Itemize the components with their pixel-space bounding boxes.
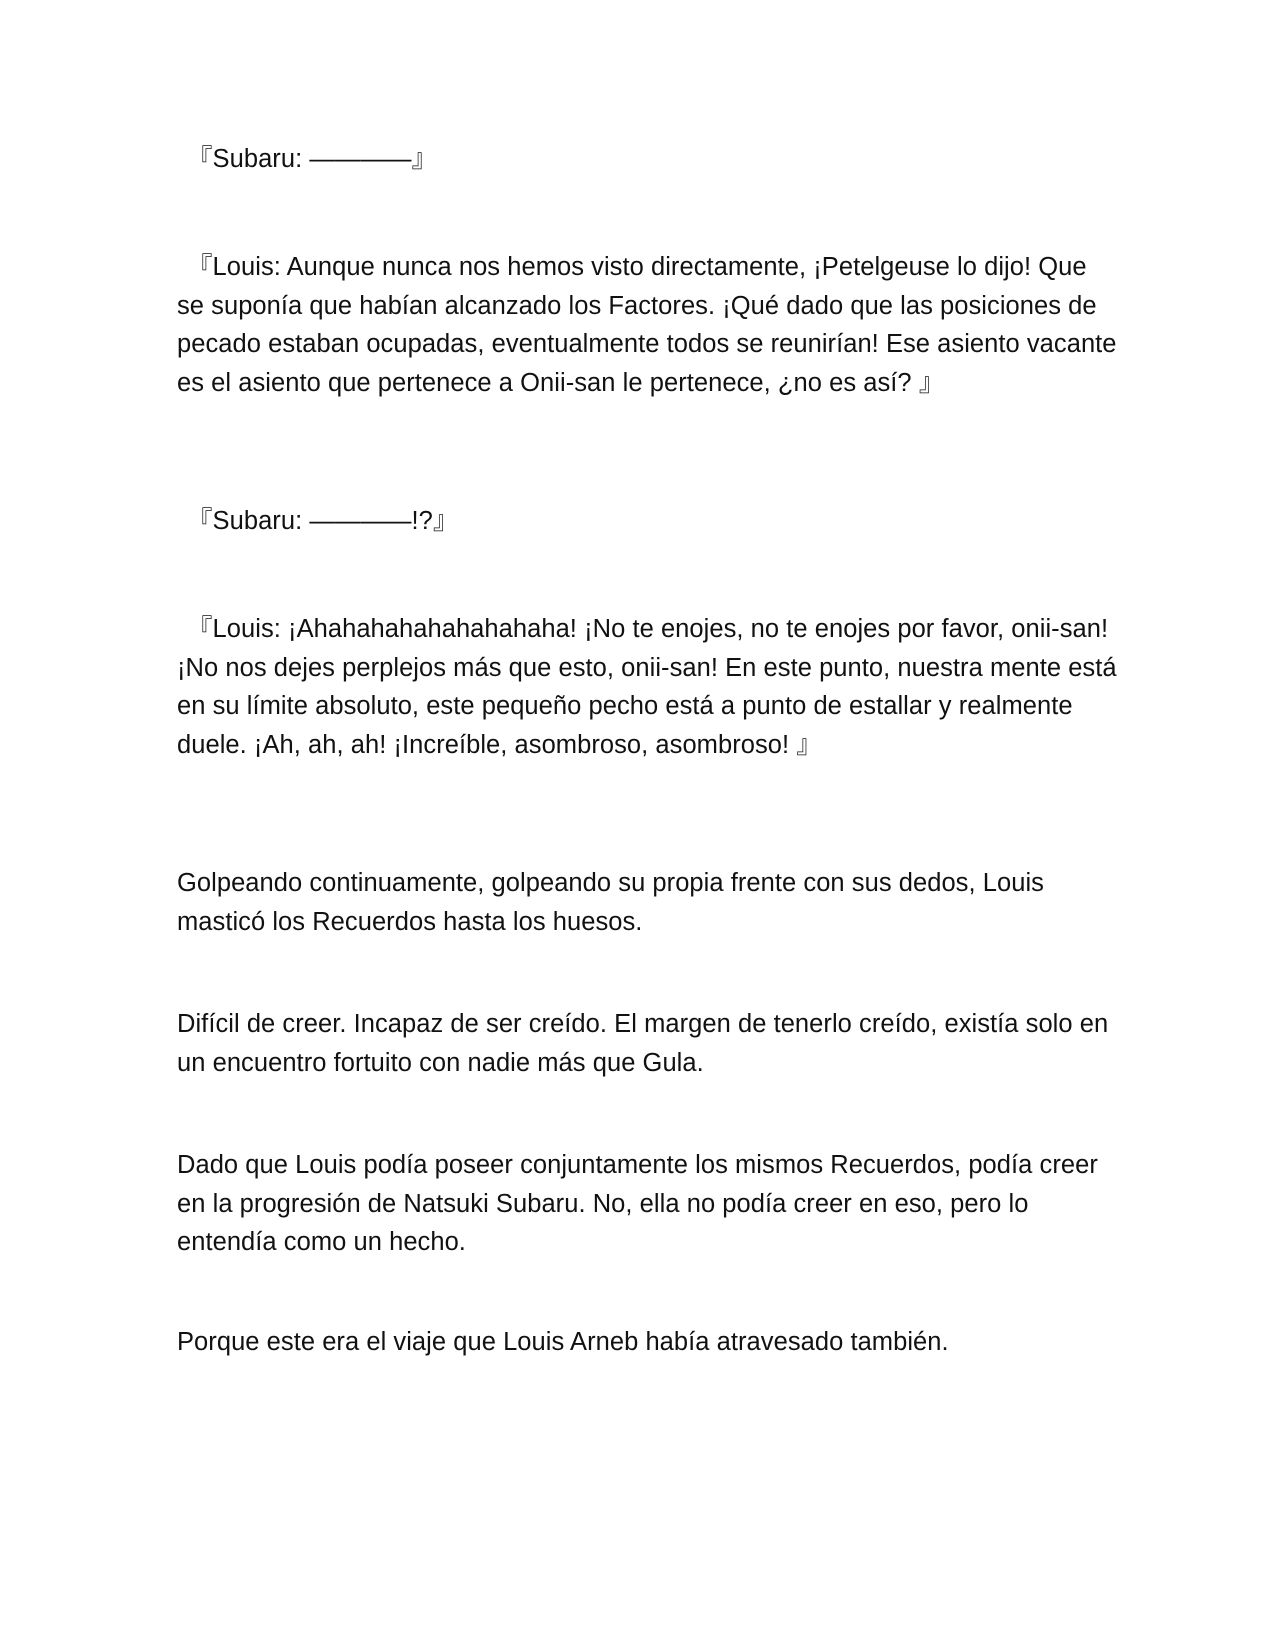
narration-paragraph-4: Porque este era el viaje que Louis Arneb había atravesado también. [177, 1328, 949, 1356]
narration-paragraph-3: Dado que Louis podía poseer conjuntamente los mismos Recuerdos, podía creer en la progresión de Natsuki Subaru. No, ella no podía creer en eso, pero lo entendía como un hecho. [177, 1151, 1098, 1256]
dialogue-louis-2: 『Louis: ¡Ahahahahahahahahaha! ¡No te enojes, no te enojes por favor, onii-san! ¡No nos dejes perplejos más que esto, onii-san! En este punto, nuestra mente está en su límite absoluto, este pequeño pecho está a punto de estallar y realmente duele. ¡Ah, ah, ah! ¡Increíble, asombroso, asombroso! 』 [177, 615, 1117, 759]
dialogue-subaru-2: 『Subaru: ————!?』 [187, 507, 459, 535]
dialogue-louis-1: 『Louis: Aunque nunca nos hemos visto directamente, ¡Petelgeuse lo dijo! Que se suponía que habían alcanzado los Factores. ¡Qué dado que las posiciones de pecado estaban ocupadas, eventualmente todos se reunirían! Ese asiento vacante es el asiento que pertenece a Onii-san le pertenece, ¿no es así? 』 [177, 253, 1117, 397]
narration-paragraph-2: Difícil de creer. Incapaz de ser creído. El margen de tenerlo creído, existía solo en un encuentro fortuito con nadie más que Gula. [177, 1010, 1109, 1077]
narration-paragraph-1: Golpeando continuamente, golpeando su propia frente con sus dedos, Louis masticó los Recuerdos hasta los huesos. [177, 869, 1044, 936]
dialogue-subaru-1: 『Subaru: ————』 [187, 145, 438, 173]
